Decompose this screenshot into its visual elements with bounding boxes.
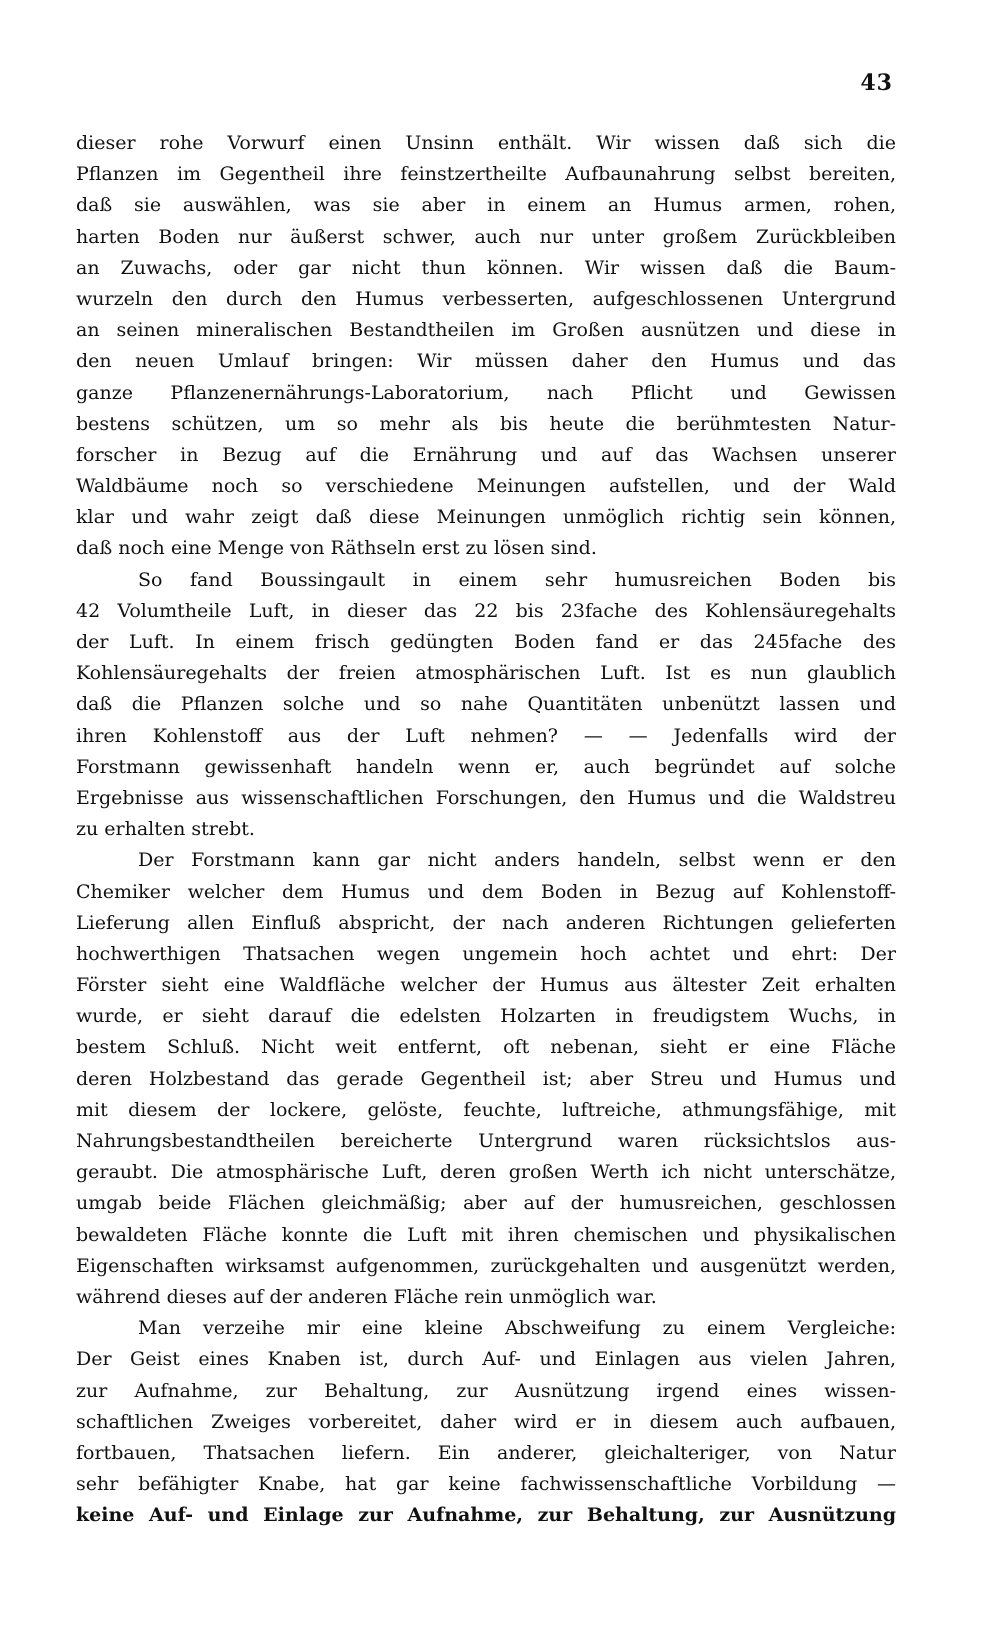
text-line: ihren Kohlenstoff aus der Luft nehmen? — — Jedenfalls wird der: [76, 724, 896, 747]
body-text: [76, 128, 896, 1531]
text-line: daß sie auswählen, was sie aber in einem an Humus armen, rohen,: [76, 194, 896, 217]
page-number: 43: [860, 70, 893, 96]
text-line: Pflanzen im Gegentheil ihre feinstzertheilte Aufbaunahrung selbst bereiten,: [76, 163, 896, 186]
text-line: umgab beide Flächen gleichmäßig; aber auf der humusreichen, geschlossen: [76, 1192, 896, 1215]
text-line: während dieses auf der anderen Fläche rein unmöglich war.: [76, 1285, 657, 1308]
text-line: wurzeln den durch den Humus verbesserten, aufgeschlossenen Untergrund: [76, 287, 896, 310]
text-line: bewaldeten Fläche konnte die Luft mit ihren chemischen und physikalischen: [76, 1223, 896, 1246]
text-line: den neuen Umlauf bringen: Wir müssen daher den Humus und das: [76, 350, 896, 373]
text-line: fortbauen, Thatsachen liefern. Ein anderer, gleichalteriger, von Natur: [76, 1441, 896, 1464]
text-line: Kohlensäuregehalts der freien atmosphärischen Luft. Ist es nun glaublich: [76, 662, 896, 685]
text-line: forscher in Bezug auf die Ernährung und auf das Wachsen unserer: [76, 443, 896, 466]
text-line: hochwerthigen Thatsachen wegen ungemein hoch achtet und ehrt: Der: [76, 942, 896, 965]
paragraph: [76, 1313, 896, 1531]
text-line: bestem Schluß. Nicht weit entfernt, oft nebenan, sieht er eine Fläche: [76, 1036, 896, 1059]
text-line: Forstmann gewissenhaft handeln wenn er, auch begründet auf solche: [76, 755, 896, 778]
text-line: Lieferung allen Einfluß abspricht, der nach anderen Richtungen gelieferten: [76, 911, 896, 934]
text-line: zur Aufnahme, zur Behaltung, zur Ausnützung irgend eines wissen-: [76, 1379, 896, 1402]
text-line: harten Boden nur äußerst schwer, auch nur unter großem Zurückbleiben: [76, 225, 896, 248]
text-line: dieser rohe Vorwurf einen Unsinn enthält. Wir wissen daß sich die: [76, 132, 896, 154]
text-line: Der Geist eines Knaben ist, durch Auf- und Einlagen aus vielen Jahren,: [76, 1348, 896, 1371]
paragraph: [76, 565, 896, 846]
text-line: zu erhalten strebt.: [76, 818, 255, 841]
text-line: Förster sieht eine Waldfläche welcher der Humus aus ältester Zeit erhalten: [76, 974, 896, 997]
text-line: 42 Volumtheile Luft, in dieser das 22 bis 23fache des Kohlensäuregehalts: [76, 599, 896, 622]
text-line: geraubt. Die atmosphärische Luft, deren großen Werth ich nicht unterschätze,: [76, 1161, 896, 1184]
text-line: schaftlichen Zweiges vorbereitet, daher wird er in diesem auch aufbauen,: [76, 1410, 896, 1433]
text-line: klar und wahr zeigt daß diese Meinungen unmöglich richtig sein können,: [76, 506, 896, 529]
paragraph: [76, 845, 896, 1313]
text-line: daß noch eine Menge von Räthseln erst zu lösen sind.: [76, 537, 597, 560]
text-line: Nahrungsbestandtheilen bereicherte Untergrund waren rücksichtslos aus-: [76, 1130, 896, 1152]
text-line: Man verzeihe mir eine kleine Abschweifung zu einem Vergleiche:: [138, 1317, 896, 1340]
text-line: bestens schützen, um so mehr als bis heute die berühmtesten Natur-: [76, 412, 896, 435]
text-line: sehr befähigter Knabe, hat gar keine fachwissenschaftliche Vorbildung —: [76, 1473, 896, 1496]
text-line: der Luft. In einem frisch gedüngten Boden fand er das 245fache des: [76, 631, 896, 653]
text-line: an Zuwachs, oder gar nicht thun können. Wir wissen daß die Baum-: [76, 256, 896, 279]
paragraph: [76, 128, 896, 565]
text-line: daß die Pflanzen solche und so nahe Quantitäten unbenützt lassen und: [76, 693, 896, 716]
text-line: wurde, er sieht darauf die edelsten Holzarten in freudigstem Wuchs, in: [76, 1005, 896, 1028]
text-line: keine Auf- und Einlage zur Aufnahme, zur Behaltung, zur Ausnützung: [76, 1504, 896, 1527]
text-line: ganze Pflanzenernährungs-Laboratorium, nach Pflicht und Gewissen: [76, 381, 896, 404]
text-line: Der Forstmann kann gar nicht anders handeln, selbst wenn er den: [138, 849, 896, 872]
text-line: mit diesem der lockere, gelöste, feuchte, luftreiche, athmungsfähige, mit: [76, 1098, 896, 1121]
text-line: an seinen mineralischen Bestandtheilen im Großen ausnützen und diese in: [76, 319, 896, 342]
text-line: Chemiker welcher dem Humus und dem Boden in Bezug auf Kohlenstoff-: [76, 880, 896, 903]
text-line: Ergebnisse aus wissenschaftlichen Forschungen, den Humus und die Waldstreu: [76, 786, 896, 809]
text-line: So fand Boussingault in einem sehr humusreichen Boden bis: [138, 568, 896, 591]
text-line: Eigenschaften wirksamst aufgenommen, zurückgehalten und ausgenützt werden,: [76, 1254, 896, 1277]
text-line: Waldbäume noch so verschiedene Meinungen aufstellen, und der Wald: [76, 475, 896, 498]
text-line: deren Holzbestand das gerade Gegentheil ist; aber Streu und Humus und: [76, 1067, 896, 1090]
